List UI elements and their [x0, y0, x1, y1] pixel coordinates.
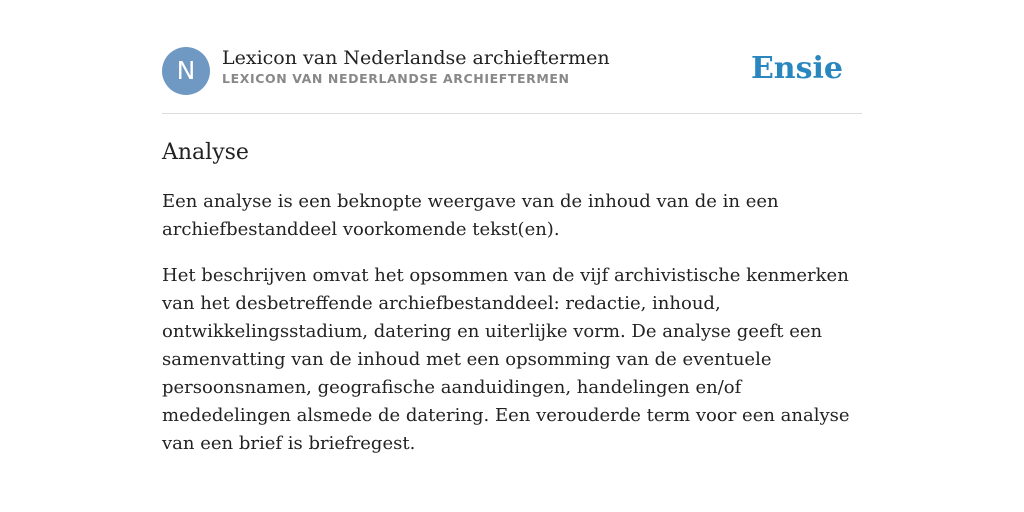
page-container — [162, 0, 862, 458]
ensie-logo[interactable]: Ensie — [750, 51, 843, 86]
source-avatar[interactable]: N — [162, 47, 210, 95]
source-title[interactable]: Lexicon van Nederlandse archieftermen — [222, 47, 610, 69]
source-subtitle: LEXICON VAN NEDERLANDSE ARCHIEFTERMEN — [222, 71, 570, 86]
definition-paragraph: Een analyse is een beknopte weergave van de inhoud van de in een archiefbestanddeel voorkomende tekst(en). — [162, 191, 779, 240]
entry-title: Analyse — [162, 140, 249, 165]
page-header — [162, 0, 862, 114]
source-titles — [222, 46, 610, 86]
description-paragraph: Het beschrijven omvat het opsommen van de vijf archivistische kenmerken van het desbetreffende archiefbestanddeel: redactie, inhoud, ontwikkelingsstadium, datering en uiterlijke vorm. De analyse geeft een samenvatting van de inhoud met een opsomming van de eventuele persoonsnamen, geografische aanduidingen, handelingen en/of mededelingen alsmede de datering. Een verouderde term voor een analyse van een brief is briefregest. — [162, 265, 850, 454]
